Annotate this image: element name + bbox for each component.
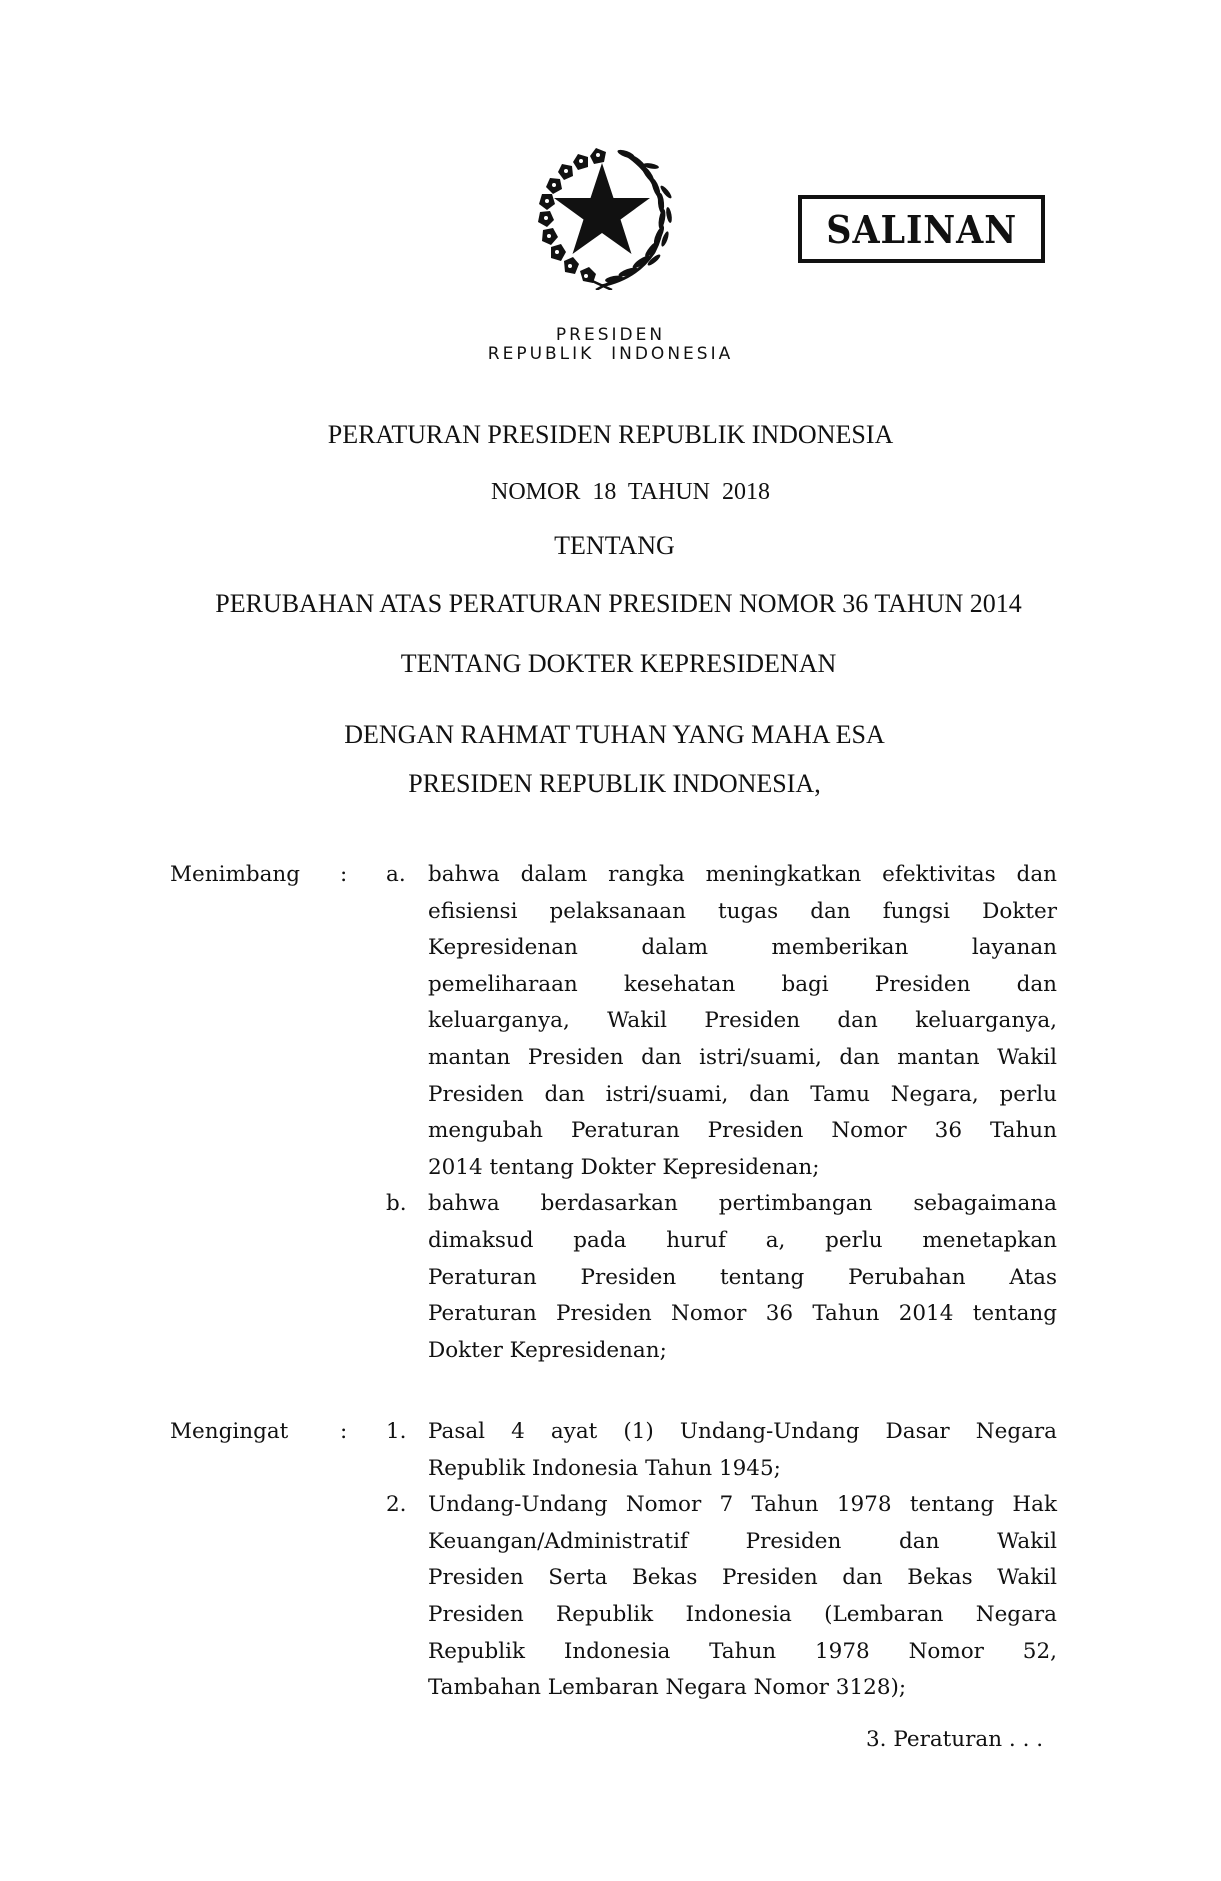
preamble-line-1: DENGAN RAHMAT TUHAN YANG MAHA ESA: [344, 720, 885, 749]
list-item-line: Peraturan Presiden Nomor 36 Tahun 2014 tentang: [428, 1301, 1057, 1327]
list-marker: 2.: [386, 1492, 407, 1518]
list-item-line: Presiden Republik Indonesia (Lembaran Negara: [428, 1602, 1057, 1627]
list-item-line: Dokter Kepresidenan;: [428, 1337, 667, 1363]
list-marker: b.: [386, 1191, 407, 1217]
regulation-about: TENTANG: [554, 531, 675, 560]
list-item-line: Kepresidenan dalam memberikan layanan: [428, 935, 1057, 961]
list-marker: a.: [386, 862, 406, 887]
preamble-line-2: PRESIDEN REPUBLIK INDONESIA,: [408, 769, 821, 798]
stamp-label: SALINAN: [826, 206, 1017, 252]
list-item-line: keluarganya, Wakil Presiden dan keluarganya,: [428, 1008, 1057, 1034]
section-label-mengingat: Mengingat: [170, 1419, 289, 1444]
list-item-line: Undang-Undang Nomor 7 Tahun 1978 tentang Hak: [428, 1492, 1057, 1518]
list-item-line: Peraturan Presiden tentang Perubahan Atas: [428, 1264, 1057, 1290]
list-item-line: Pasal 4 ayat (1) Undang-Undang Dasar Negara: [428, 1419, 1057, 1444]
letterhead-republik-indonesia: REPUBLIK INDONESIA: [487, 344, 734, 364]
section-colon: :: [340, 862, 348, 887]
section-label-menimbang: Menimbang: [170, 862, 301, 887]
regulation-subject-line-2: TENTANG DOKTER KEPRESIDENAN: [400, 649, 837, 678]
list-item-line: pemeliharaan kesehatan bagi Presiden dan: [428, 971, 1057, 997]
list-item-line: 2014 tentang Dokter Kepresidenan;: [428, 1154, 820, 1180]
list-item-line: efisiensi pelaksanaan tugas dan fungsi Dokter: [428, 898, 1057, 924]
section-colon: :: [340, 1419, 348, 1444]
page-continuation: 3. Peraturan . . .: [866, 1727, 1044, 1752]
list-item-line: Tambahan Lembaran Negara Nomor 3128);: [428, 1675, 907, 1701]
list-item-line: Keuangan/Administratif Presiden dan Wakil: [428, 1528, 1057, 1554]
salinan-stamp: [798, 195, 1045, 263]
regulation-subject-line-1: PERUBAHAN ATAS PERATURAN PRESIDEN NOMOR 36 TAHUN 2014: [215, 589, 1022, 618]
letterhead-presiden: PRESIDEN: [555, 325, 666, 345]
presidential-emblem-icon: [526, 140, 676, 290]
list-item-line: dimaksud pada huruf a, perlu menetapkan: [428, 1228, 1057, 1253]
list-item-line: Republik Indonesia Tahun 1978 Nomor 52,: [428, 1638, 1057, 1664]
list-item-line: bahwa dalam rangka meningkatkan efektivitas dan: [428, 862, 1057, 887]
list-item-line: mantan Presiden dan istri/suami, dan mantan Wakil: [428, 1045, 1057, 1070]
list-marker: 1.: [386, 1419, 407, 1444]
list-item-line: Republik Indonesia Tahun 1945;: [428, 1455, 781, 1481]
list-item-line: mengubah Peraturan Presiden Nomor 36 Tahun: [428, 1118, 1057, 1144]
list-item-line: Presiden Serta Bekas Presiden dan Bekas Wakil: [428, 1565, 1057, 1591]
list-item-line: Presiden dan istri/suami, dan Tamu Negara, perlu: [428, 1081, 1057, 1107]
list-item-line: bahwa berdasarkan pertimbangan sebagaimana: [428, 1191, 1057, 1217]
regulation-title: PERATURAN PRESIDEN REPUBLIK INDONESIA: [327, 420, 894, 449]
regulation-number: NOMOR 18 TAHUN 2018: [491, 479, 770, 505]
